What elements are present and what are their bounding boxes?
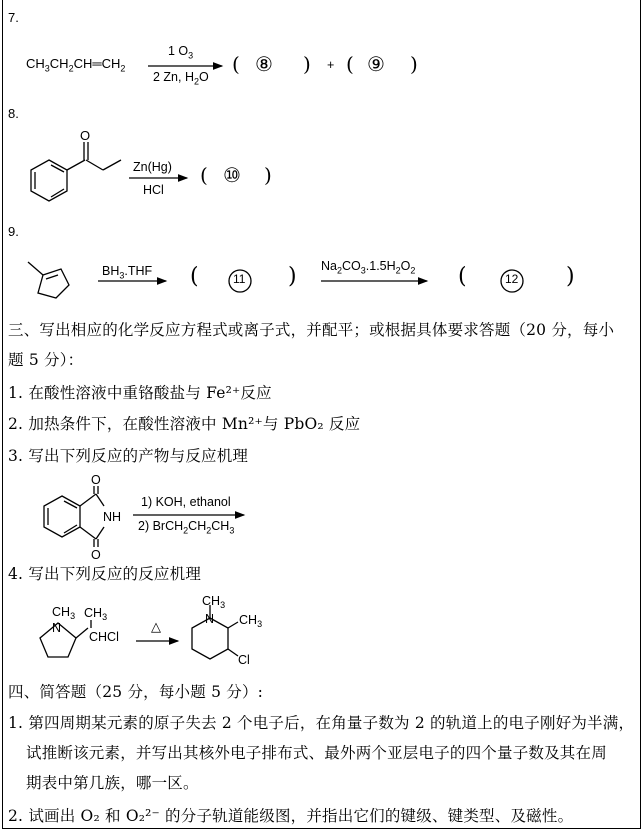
- section4-item-2: 2. 试画出 O₂ 和 O₂²⁻ 的分子轨道能级图，并指出它们的键级、键类型、及磁性。: [8, 807, 574, 825]
- section3-item-1: 1. 在酸性溶液中重铬酸盐与 Fe²⁺反应: [8, 384, 272, 402]
- q8-carbonyl-O: O: [80, 128, 91, 143]
- item4-CH3-right: $CH_3$: [84, 606, 108, 622]
- item3-phthalimide-structure: [44, 486, 104, 547]
- q9-blank-12: 12: [505, 272, 519, 286]
- q9-reagent-2: $Na_2CO_3.1.5H_2O_2$: [321, 259, 416, 276]
- q7-paren-open-1: (: [232, 52, 240, 76]
- item3-reagent-2: 2) $BrCH_2CH_2CH_3$: [138, 519, 235, 536]
- q8-propiophenone-structure: [31, 142, 121, 201]
- q7-blank-8: ⑧: [255, 52, 273, 76]
- section4-item-1-line1: 1. 第四周期某元素的原子失去 2 个电子后，在角量子数为 2 的轨道上的电子刚好为半满，: [8, 714, 635, 732]
- q9-blank-11-circle: [229, 270, 251, 292]
- q7-paren-close-1: ): [303, 52, 311, 76]
- q9-blank-11: 11: [233, 272, 246, 286]
- section4-item-1-line2: 试推断该元素，并写出其核外电子排布式、最外两个亚层电子的四个量子数及其在周: [26, 744, 607, 762]
- item3-O-top: O: [91, 473, 101, 487]
- q9-paren-close-1: ): [288, 264, 297, 289]
- question-9-number: 9.: [8, 224, 19, 239]
- section3-item-2: 2. 加热条件下，在酸性溶液中 Mn²⁺与 PbO₂ 反应: [8, 415, 361, 433]
- q7-reagent-bottom: 2 Zn, $H_2O$: [153, 70, 209, 87]
- item3-reagent-1: 1) KOH, ethanol: [141, 495, 231, 509]
- section3-item-4: 4. 写出下列反应的反应机理: [8, 565, 202, 583]
- q9-reagent-1: $BH_3.THF$: [102, 264, 153, 281]
- q8-reagent-bottom: HCl: [143, 183, 164, 197]
- q9-paren-open-1: (: [190, 264, 199, 289]
- item3-O-bottom: O: [91, 548, 101, 562]
- section4-item-1-line3: 期表中第几族，哪一区。: [26, 774, 199, 792]
- question-7-number: 7.: [8, 10, 19, 25]
- q8-paren-open: (: [200, 163, 208, 187]
- q8-reagent-top: Zn(Hg): [133, 160, 172, 174]
- q9-paren-close-2: ): [566, 264, 575, 289]
- q9-methylcyclopentene-structure: [28, 262, 69, 298]
- item4-reactant-structure: [40, 620, 91, 657]
- section3-heading-line2: 题 5 分）：: [8, 351, 84, 369]
- item4-N-reactant: N: [52, 621, 62, 635]
- question-8-number: 8.: [8, 106, 19, 121]
- q8-blank-10: ⑩: [223, 163, 241, 187]
- q7-paren-open-2: (: [346, 52, 354, 76]
- section3-item-3: 3. 写出下列反应的产物与反应机理: [8, 447, 249, 465]
- item4-CHCl: CHCl: [89, 630, 119, 644]
- q9-blank-12-circle: [501, 270, 523, 292]
- q8-paren-close: ): [264, 163, 272, 187]
- q7-paren-close-2: ): [410, 52, 418, 76]
- item4-product-CH3-right: $CH_3$: [239, 613, 263, 629]
- q7-reagent-top: 1 $O_3$: [168, 44, 194, 61]
- item3-NH: NH: [103, 510, 122, 524]
- item4-product-N: N: [205, 612, 215, 626]
- q9-paren-open-2: (: [458, 264, 467, 289]
- item4-CH3-left: $CH_3$: [52, 605, 76, 621]
- section4-heading: 四、简答题（25 分，每小题 5 分）:: [8, 683, 264, 701]
- item4-product-structure: [192, 605, 238, 659]
- section3-heading-line1: 三、写出相应的化学反应方程式或离子式，并配平；或根据具体要求答题（20 分，每小: [8, 321, 615, 339]
- item4-product-CH3-top: $CH_3$: [202, 594, 226, 610]
- q7-reactant: $CH_3CH_2CH═CH_2$: [26, 56, 126, 74]
- q7-blank-9: ⑨: [367, 52, 385, 76]
- item4-product-Cl: Cl: [238, 653, 250, 667]
- item4-heat-symbol: △: [151, 619, 161, 634]
- q7-plus: +: [327, 58, 335, 72]
